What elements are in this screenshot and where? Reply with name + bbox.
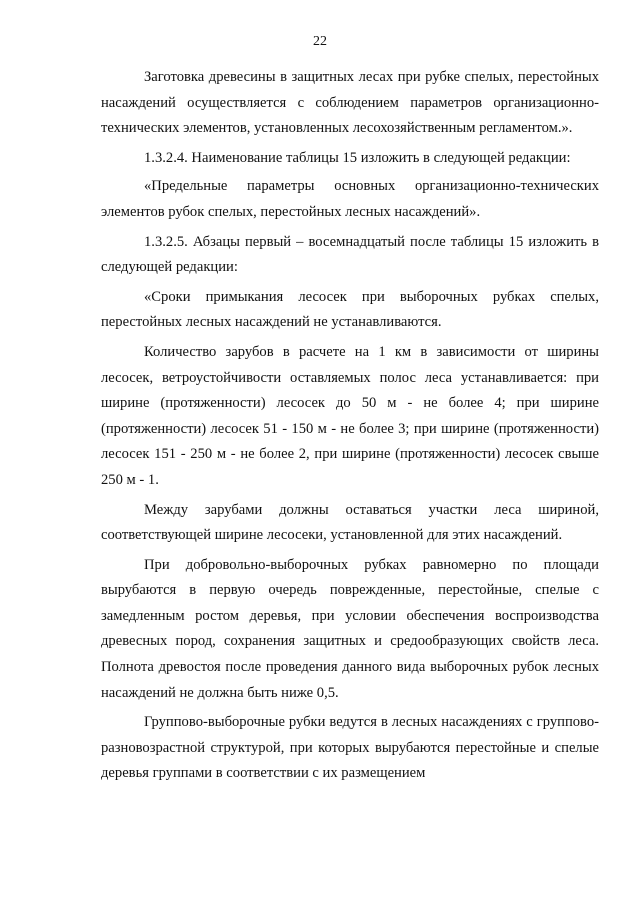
paragraph-between-cuts: Между зарубами должны оставаться участки леса шириной, соответствующей ширине лесосеки, установленной для этих насаждений. [101,501,599,544]
paragraph-voluntary-selective: При добровольно-выборочных рубках равномерно по площади вырубаются в первую очередь поврежденные, перестойные, спелые с замедленным ростом деревья, при условии обеспечения воспроизводства древесных пород, сохранения защитных и средообразующих свойств леса. Полнота древостоя после проведения данного вида выборочных рубок лесных насаждений не должна быть ниже 0,5. [101,556,599,701]
paragraph-timber-harvesting: Заготовка древесины в защитных лесах при рубке спелых, перестойных насаждений осуществляется с соблюдением параметров организационно-технических элементов, установленных лесохозяйственным регламентом.». [101,69,599,137]
paragraph-group-selective: Групповo-выборочные рубки ведутся в лесных насаждениях с группово-разновозрастной структурой, при которых вырубаются перестойные и спелые деревья группами в соответствии с их размещением [101,714,599,782]
paragraph-cuts-per-km: Количество зарубов в расчете на 1 км в зависимости от ширины лесосек, ветроустойчивости оставляемых полос леса устанавливается: при ширине (протяженности) лесосек до 50 м - не более 4; при ширине (протяженности) лесосек 51 - 150 м - не более 3; при ширине (протяженности) лесосек 151 - 250 м - не более 2, при ширине (протяженности) лесосек свыше 250 м - 1. [101,343,599,488]
paragraph-item-1-3-2-5: 1.3.2.5. Абзацы первый – восемнадцатый после таблицы 15 изложить в следующей редакции: [101,233,599,276]
document-body [101,65,599,791]
paragraph-item-1-3-2-4: 1.3.2.4. Наименование таблицы 15 изложить в следующей редакции: [144,149,571,166]
page-number: 22 [313,34,327,49]
paragraph-table-15-title: «Предельные параметры основных организационно-технических элементов рубок спелых, перестойных лесных насаждений». [101,178,599,220]
paragraph-adjacency-terms: «Сроки примыкания лесосек при выборочных рубках спелых, перестойных лесных насаждений не устанавливаются. [101,288,599,331]
